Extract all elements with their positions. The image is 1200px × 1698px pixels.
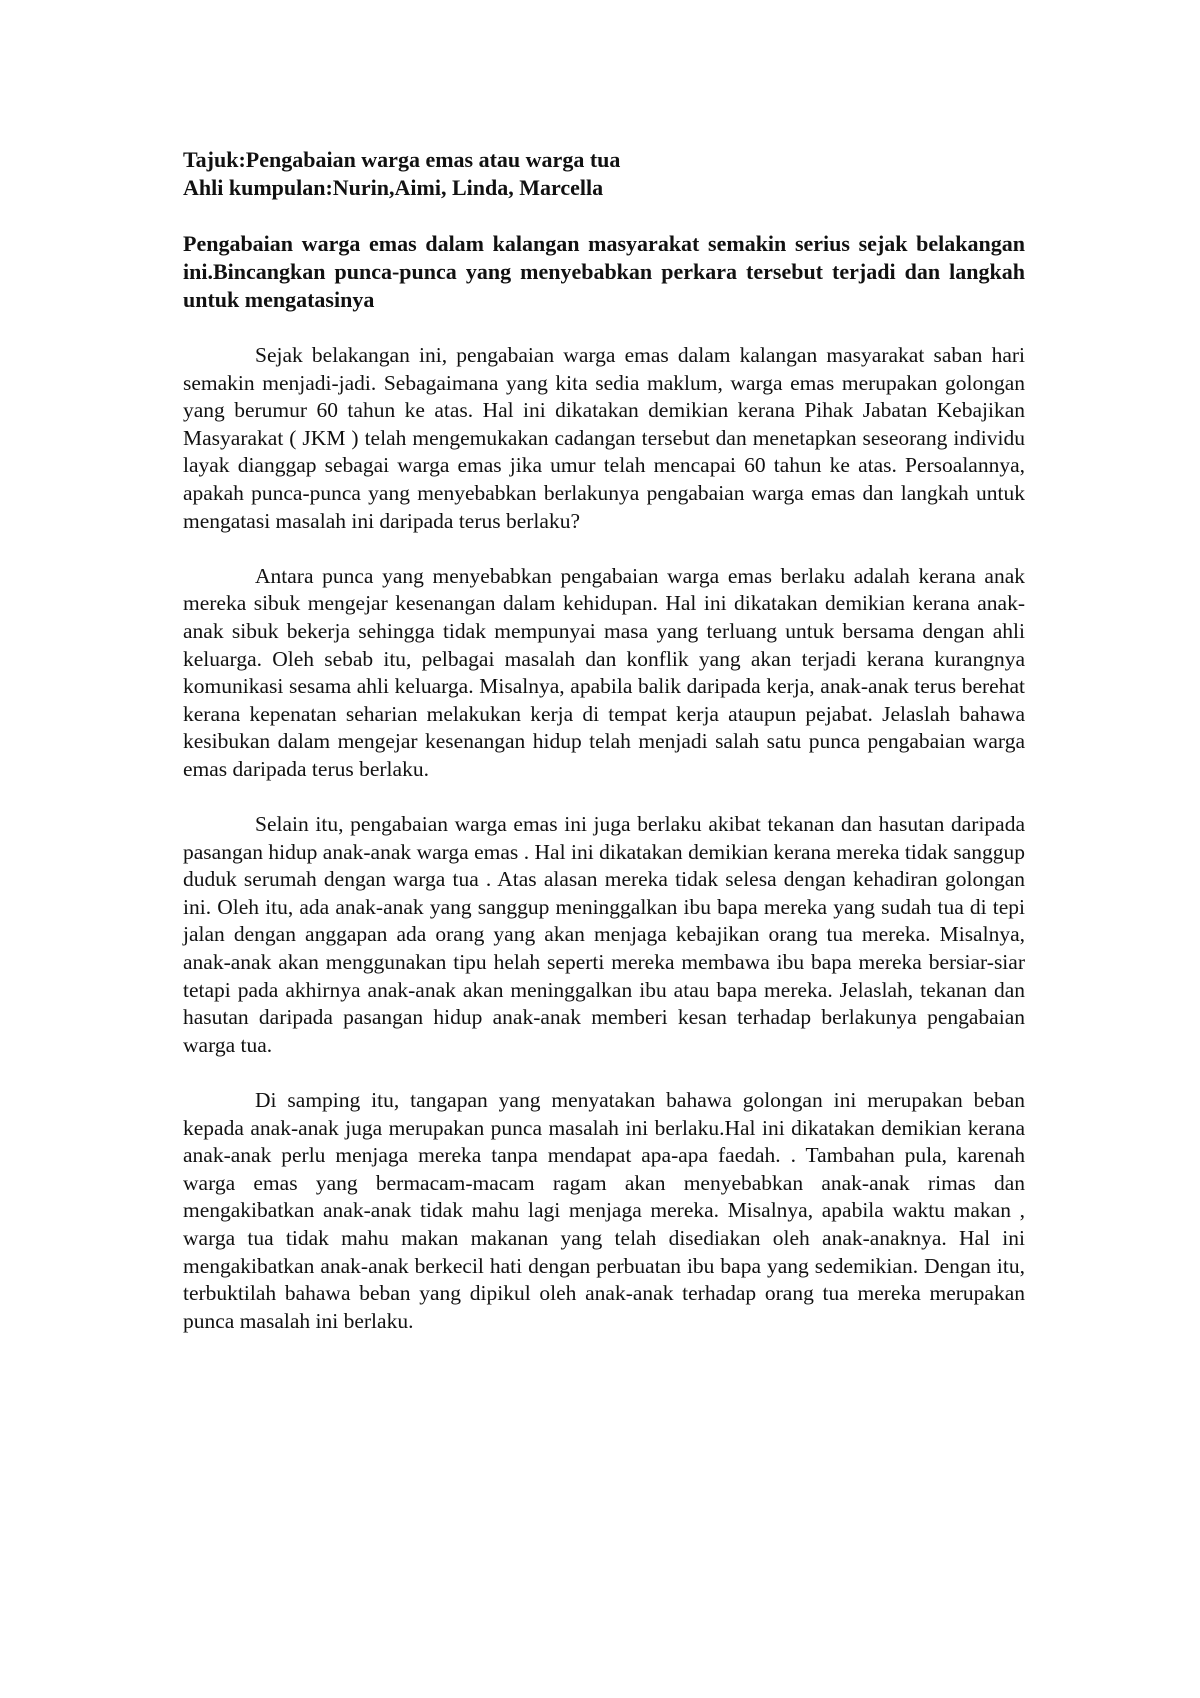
essay-question: Pengabaian warga emas dalam kalangan masyarakat semakin serius sejak belakangan ini.Bincangkan punca-punca yang menyebabkan perkara tersebut terjadi dan langkah untuk mengatasinya (183, 231, 1025, 312)
paragraph-point-three: Di samping itu, tangapan yang menyatakan bahawa golongan ini merupakan beban kepada anak-anak juga merupakan punca masalah ini berlaku.Hal ini dikatakan demikian kerana anak-anak perlu menjaga mereka tanpa mendapat apa-apa faedah. . Tambahan pula, karenah warga emas yang bermacam-macam ragam akan menyebabkan anak-anak rimas dan mengakibatkan anak-anak tidak mahu lagi menjaga mereka. Misalnya, apabila waktu makan , warga tua tidak mahu makan makanan yang telah disediakan oleh anak-anaknya. Hal ini mengakibatkan anak-anak berkecil hati dengan perbuatan ibu bapa yang sedemikian. Dengan itu, terbuktilah bahawa beban yang dipikul oleh anak-anak terhadap orang tua mereka merupakan punca masalah ini berlaku. (183, 1088, 1025, 1333)
paragraph-introduction: Sejak belakangan ini, pengabaian warga emas dalam kalangan masyarakat saban hari semakin menjadi-jadi. Sebagaimana yang kita sedia maklum, warga emas merupakan golongan yang berumur 60 tahun ke atas. Hal ini dikatakan demikian kerana Pihak Jabatan Kebajikan Masyarakat ( JKM ) telah mengemukakan cadangan tersebut dan menetapkan seseorang individu layak dianggap sebagai warga emas jika umur telah mencapai 60 tahun ke atas. Persoalannya, apakah punca-punca yang menyebabkan berlakunya pengabaian warga emas dan langkah untuk mengatasi masalah ini daripada terus berlaku? (183, 343, 1025, 533)
title-line: Tajuk:Pengabaian warga emas atau warga tua (183, 147, 621, 172)
document-body (183, 146, 1025, 1363)
paragraph-point-two: Selain itu, pengabaian warga emas ini juga berlaku akibat tekanan dan hasutan daripada pasangan hidup anak-anak warga emas . Hal ini dikatakan demikian kerana mereka tidak sanggup duduk serumah dengan warga tua . Atas alasan mereka tidak selesa dengan kehadiran golongan ini. Oleh itu, ada anak-anak yang sanggup meninggalkan ibu bapa mereka yang sudah tua di tepi jalan dengan anggapan ada orang yang akan menjaga kebajikan orang tua mereka. Misalnya, anak-anak akan menggunakan tipu helah seperti mereka membawa ibu bapa mereka bersiar-siar tetapi pada akhirnya anak-anak akan meninggalkan ibu atau bapa mereka. Jelaslah, tekanan dan hasutan daripada pasangan hidup anak-anak memberi kesan terhadap berlakunya pengabaian warga tua. (183, 812, 1025, 1057)
paragraph-point-one: Antara punca yang menyebabkan pengabaian warga emas berlaku adalah kerana anak mereka sibuk mengejar kesenangan dalam kehidupan. Hal ini dikatakan demikian kerana anak-anak sibuk bekerja sehingga tidak mempunyai masa yang terluang untuk bersama dengan ahli keluarga. Oleh sebab itu, pelbagai masalah dan konflik yang akan terjadi kerana kurangnya komunikasi sesama ahli keluarga. Misalnya, apabila balik daripada kerja, anak-anak terus berehat kerana kepenatan seharian melakukan kerja di tempat kerja ataupun pejabat. Jelaslah bahawa kesibukan dalam mengejar kesenangan hidup telah menjadi salah satu punca pengabaian warga emas daripada terus berlaku. (183, 563, 1025, 781)
members-line: Ahli kumpulan:Nurin,Aimi, Linda, Marcella (183, 175, 604, 200)
